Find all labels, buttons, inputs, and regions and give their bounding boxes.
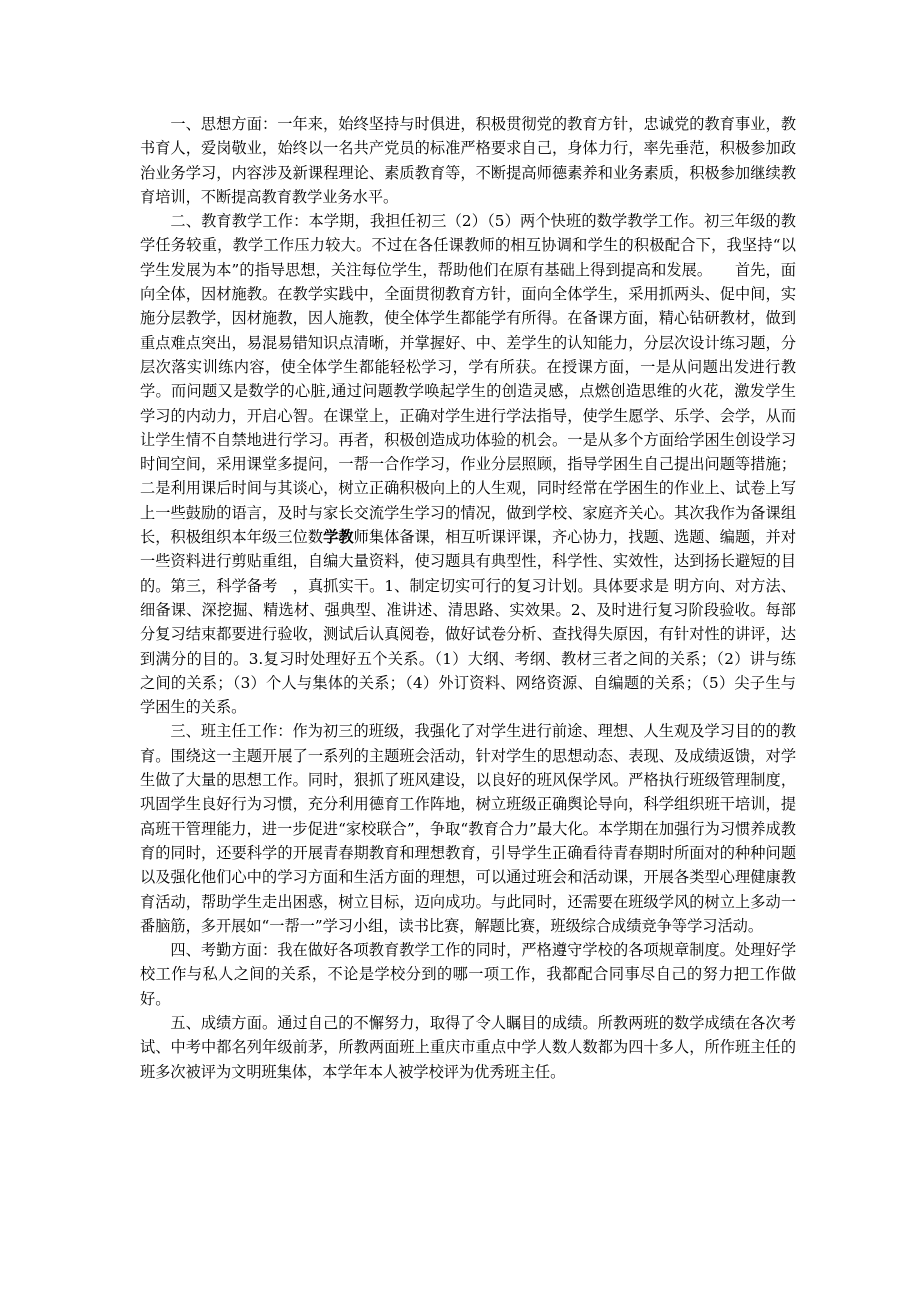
paragraph-thought: 一、思想方面：一年来，始终坚持与时俱进，积极贯彻党的教育方针，忠诚党的教育事业，教书育人，爱岗敬业，始终以一名共产党员的标准严格要求自己，身体力行，率先垂范，积极参加政治业务学习，内容涉及新课程理论、素质教育等，不断提高师德素养和业务素质，积极参加继续教育培训，不断提高教育教学业务水平。 [140, 115, 796, 206]
paragraph-achievements: 五、成绩方面。通过自己的不懈努力，取得了令人瞩目的成绩。所教两班的数学成绩在各次考试、中考中都名列年级前茅，所教两面班上重庆市重点中学人数人数都为四十多人，所作班主任的班多次被评为文明班集体，本学年本人被学校评为优秀班主任。 [140, 1013, 796, 1081]
document-body [140, 112, 796, 1084]
paragraph-class-teacher: 三、班主任工作：作为初三的班级，我强化了对学生进行前途、理想、人生观及学习目的的教育。围绕这一主题开展了一系列的主题班会活动，针对学生的思想动态、表现、及成绩返馈，对学生做了大量的思想工作。同时，狠抓了班风建设，以良好的班风保学风。严格执行班级管理制度，巩固学生良好行为习惯，充分利用德育工作阵地，树立班级正确舆论导向，科学组织班干培训，提高班干管理能力，进一步促进“家校联合”，争取“教育合力”最大化。本学期在加强行为习惯养成教育的同时，还要科学的开展青春期教育和理想教育，引导学生正确看待青春期时所面对的种种问题以及强化他们心中的学习方面和生活方面的理想，可以通过班会和活动课，开展各类型心理健康教育活动，帮助学生走出困惑，树立目标，迈向成功。与此同时，还需要在班级学风的树立上多动一番脑筋，多开展如“一帮一”学习小组，读书比赛，解题比赛，班级综合成绩竞争等学习活动。 [140, 722, 796, 935]
paragraph-teaching-part1: 二、教育教学工作：本学期，我担任初三（2）（5）两个快班的数学教学工作。初三年级的教学任务较重，教学工作压力较大。不过在各任课教师的相互协调和学生的积极配合下，我坚持“以学生发展为本”的指导思想，关注每位学生，帮助他们在原有基础上得到提高和发展。 首先，面向全体，因材施教。在教学实践中，全面贯彻教育方针，面向全体学生，采用抓两头、促中间，实施分层教学，因材施教，因人施教，使全体学生都能学有所得。在备课方面，精心钻研教材，做到重点难点突出，易混易错知识点清晰，并掌握好、中、差学生的认知能力，分层次设计练习题，分层次落实训练内容，使全体学生都能轻松学习，学有所获。在授课方面，一是从问题出发进行教学。而问题又是数学的心脏,通过问题教学唤起学生的创造灵感，点燃创造思维的火花，激发学生学习的内动力，开启心智。在课堂上，正确对学生进行学法指导，使学生愿学、乐学、会学，从而让学生情不自禁地进行学习。再者，积极创造成功体验的机会。一是从多个方面给学困生创设学习时间空间，采用课堂多提问，一帮一合作学习，作业分层照顾，指导学困生自己提出问题等措施；二是利用课后时间与其谈心，树立正确积极向上的人生观，同时经常在学困生的作业上、试卷上写上一些鼓励的语言，及时与家长交流学生学习的情况，做到学校、家庭齐关心。其次我作为备课组长，积极组织本年级三位数 [140, 212, 796, 547]
paragraph-teaching-bold: 学教 [323, 528, 354, 547]
paragraph-teaching [140, 209, 796, 719]
paragraph-teaching-part2: 师集体备课，相互听课评课，齐心协力，找题、选题、编题，并对一些资料进行剪贴重组，自编大量资料，使习题具有典型性，科学性、实效性，达到扬长避短的目的。第三，科学备考 ，真抓实干。1、制定切实可行的复习计划。具体要求是 明方向、对方法、细备课、深挖掘、精选材、强典型、准讲述、清思路、实效果。2、及时进行复习阶段验收。每部分复习结束都要进行验收，测试后认真阅卷，做好试卷分析、查找得失原因，有针对性的讲评，达到满分的目的。3.复习时处理好五个关系。（1）大纲、考纲、教材三者之间的关系；（2）讲与练之间的关系；（3）个人与集体的关系；（4）外订资料、网络资源、自编题的关系；（5）尖子生与学困生的关系。 [140, 528, 797, 717]
paragraph-attendance: 四、考勤方面：我在做好各项教育教学工作的同时，严格遵守学校的各项规章制度。处理好学校工作与私人之间的关系，不论是学校分到的哪一项工作，我都配合同事尽自己的努力把工作做好。 [140, 941, 796, 1008]
